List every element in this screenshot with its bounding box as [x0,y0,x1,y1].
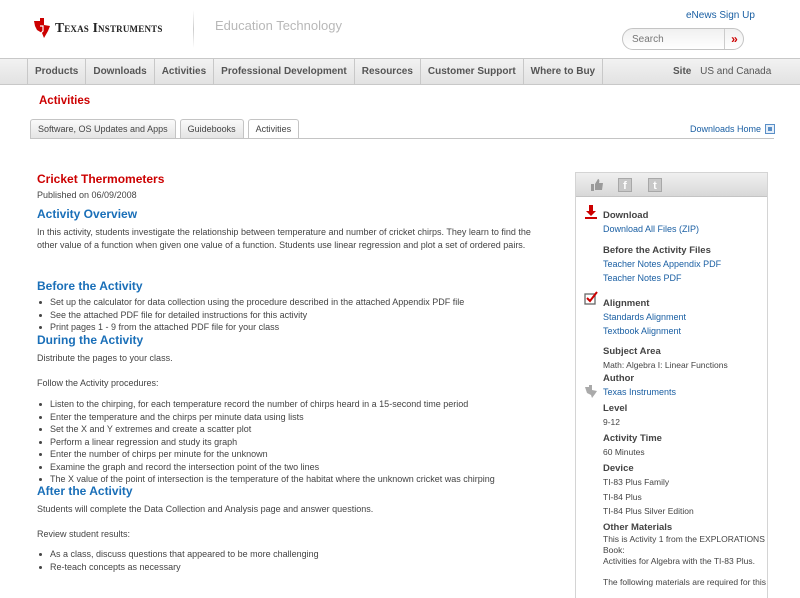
social-bar [576,173,767,197]
section-name: Education Technology [215,18,342,33]
tab-bar [30,119,303,139]
during-text-2: Follow the Activity procedures: [37,378,159,388]
like-icon[interactable] [590,178,604,192]
level-section [603,402,627,430]
brand-name: Texas Instruments [55,20,163,35]
site-value[interactable]: US and Canada [700,66,772,77]
enews-signup-link[interactable]: eNews Sign Up [686,10,755,21]
author-section [603,372,676,399]
home-icon[interactable] [765,124,775,134]
overview-heading: Activity Overview [37,207,138,221]
list-item: See the attached PDF file for detailed instructions for this activity [37,309,464,322]
activity-title: Cricket Thermometers [37,172,165,186]
alignment-section [603,297,686,338]
site-label: Site [673,66,692,77]
after-text-1: Students will complete the Data Collection and Analysis page and answer questions. [37,504,374,514]
standards-alignment-link[interactable]: Standards Alignment [603,312,687,322]
list-item: Examine the graph and record the intersection point of the two lines [37,461,495,474]
download-section [603,209,699,236]
after-heading: After the Activity [37,484,133,498]
texas-author-icon [584,384,598,398]
nav-professional-development[interactable]: Professional Development [213,59,354,85]
list-item: Listen to the chirping, for each temperature record the number of chirps heard in a 15-second time period [37,398,495,411]
subject-section [603,345,728,373]
download-icon [584,205,598,219]
device-item: TI-83 Plus Family [603,477,670,487]
list-item: Enter the temperature and the chirps per minute data using lists [37,411,495,424]
alignment-heading: Alignment [603,298,650,309]
device-item: TI-84 Plus Silver Edition [603,506,694,516]
list-item: The X value of the point of intersection is the temperature of the habitat where the unknown cricket was chirping [37,473,495,486]
author-link[interactable]: Texas Instruments [603,387,677,397]
main-nav [0,58,800,85]
level-value: 9-12 [603,417,621,427]
device-item: TI-84 Plus [603,491,642,502]
textbook-alignment-link[interactable]: Textbook Alignment [603,326,682,336]
twitter-icon[interactable]: t [648,178,662,192]
ti-logo[interactable] [32,17,163,39]
time-value: 60 Minutes [603,447,645,457]
activity-sidebar [575,172,768,598]
time-section [603,432,662,460]
site-selector[interactable] [673,59,771,85]
before-list [37,296,464,334]
tab-guidebooks[interactable]: Guidebooks [180,119,244,138]
after-text-2: Review student results: [37,529,131,539]
published-date: Published on 06/09/2008 [37,190,137,200]
list-item: Re-teach concepts as necessary [37,561,319,574]
texas-logo-icon [32,17,52,39]
page-title: Activities [39,95,91,107]
facebook-icon[interactable]: f [618,178,632,192]
other-materials-heading: Other Materials [603,522,673,533]
nav-products[interactable]: Products [27,59,85,85]
during-list [37,398,495,486]
time-heading: Activity Time [603,433,662,444]
nav-downloads[interactable]: Downloads [85,59,153,85]
tab-software[interactable]: Software, OS Updates and Apps [30,119,176,138]
other-materials-line: Activities for Algebra with the TI-83 Plus. [603,556,755,566]
other-materials-line: Book: [603,545,625,555]
download-all-link[interactable]: Download All Files (ZIP) [603,224,700,234]
subject-heading: Subject Area [603,346,661,357]
other-materials-line: This is Activity 1 from the EXPLORATIONS [603,534,765,544]
other-materials-text: The following materials are required for this [603,577,766,587]
other-materials-section [603,521,768,588]
list-item: As a class, discuss questions that appeared to be more challenging [37,548,319,561]
nav-activities[interactable]: Activities [154,59,213,85]
nav-customer-support[interactable]: Customer Support [420,59,523,85]
list-item: Set up the calculator for data collection using the procedure described in the attached Appendix PDF file [37,296,464,309]
nav-where-to-buy[interactable]: Where to Buy [523,59,603,85]
list-item: Enter the number of chirps per minute for the unknown [37,448,495,461]
header-divider [193,10,194,48]
teacher-notes-link[interactable]: Teacher Notes PDF [603,273,682,283]
checkbox-icon [584,291,598,305]
during-text-1: Distribute the pages to your class. [37,353,173,363]
before-files-heading: Before the Activity Files [603,245,711,256]
site-header [0,0,800,58]
before-heading: Before the Activity [37,279,143,293]
list-item: Print pages 1 - 9 from the attached PDF file for your class [37,321,464,334]
search-box [622,28,744,50]
downloads-home-label[interactable]: Downloads Home [690,124,762,134]
level-heading: Level [603,403,628,414]
downloads-home-link[interactable] [690,124,775,134]
search-input[interactable] [632,33,722,46]
list-item: Perform a linear regression and study its graph [37,436,495,449]
list-item: Set the X and Y extremes and create a scatter plot [37,423,495,436]
overview-text: In this activity, students investigate the relationship between temperature and number of cricket chirps. They learn to find the other value of a function when given one value of a function. Students use linear regression and plot a set of ordered pairs. [37,227,531,250]
author-heading: Author [603,373,635,384]
subject-value: Math: Algebra I: Linear Functions [603,360,728,370]
double-chevron-right-icon[interactable]: » [724,29,744,49]
before-files-section [603,244,721,285]
tab-activities[interactable]: Activities [248,119,300,139]
nav-resources[interactable]: Resources [354,59,420,85]
device-section [603,462,694,519]
after-list [37,548,319,573]
tab-divider [30,138,774,139]
during-heading: During the Activity [37,333,144,347]
teacher-notes-appendix-link[interactable]: Teacher Notes Appendix PDF [603,259,722,269]
device-heading: Device [603,463,634,474]
download-heading: Download [603,210,649,221]
